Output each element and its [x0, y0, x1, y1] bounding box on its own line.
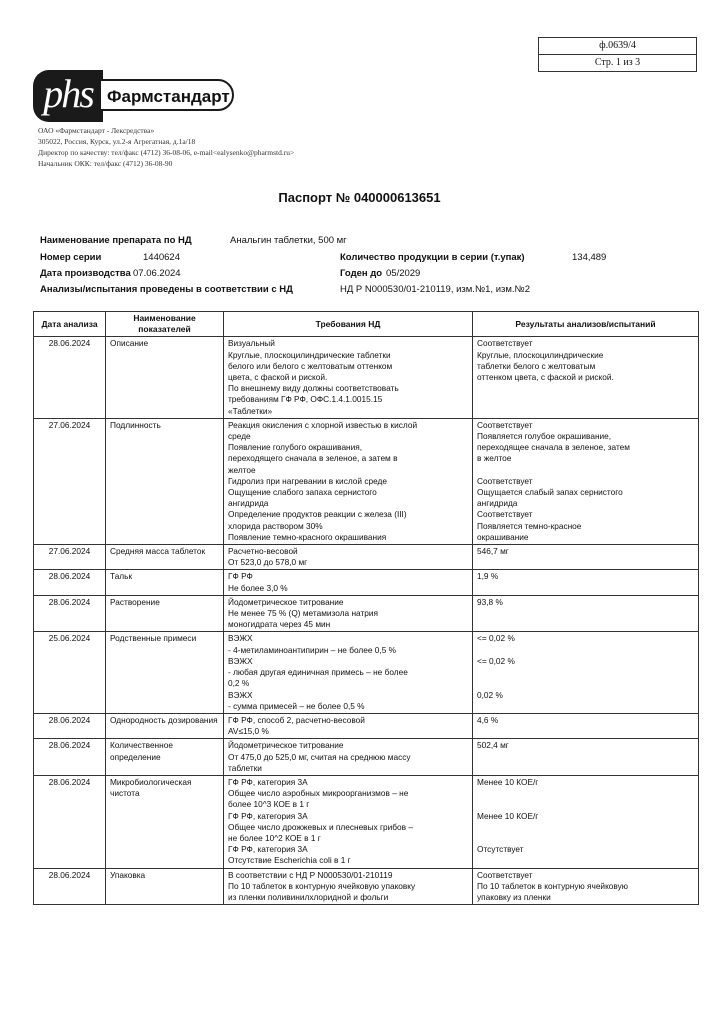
table-row — [34, 739, 699, 776]
result-line: Появляется голубое окрашивание, — [477, 431, 612, 442]
requirement-line: Не менее 75 % (Q) метамизола натрия — [228, 608, 379, 619]
tests-label: Анализы/испытания проведены в соответствии с НД — [40, 284, 293, 295]
cell-requirements — [224, 418, 473, 544]
requirement-line: - сумма примесей – не более 0,5 % — [228, 700, 365, 711]
result-line: Ощущается слабый запах сернистого — [477, 487, 623, 498]
cell-date: 28.06.2024 — [34, 595, 106, 632]
requirement-line: ГФ РФ, категория 3А — [228, 810, 308, 821]
table-row — [34, 595, 699, 632]
table-body — [34, 337, 699, 905]
cell-name: Микробиологическая чистота — [106, 775, 224, 868]
cell-results — [473, 713, 699, 738]
header-date: Дата анализа — [34, 312, 106, 337]
requirement-line: таблетки — [228, 762, 262, 773]
requirement-line: - 4-метиламиноантипирин – не более 0,5 % — [228, 644, 397, 655]
result-line — [477, 788, 694, 799]
cell-date: 27.06.2024 — [34, 545, 106, 570]
cell-results — [473, 775, 699, 868]
cell-requirements — [224, 713, 473, 738]
result-line: 0,02 % — [477, 689, 503, 700]
result-line: 93,8 % — [477, 596, 503, 607]
logo-mark: phs — [33, 70, 103, 122]
cell-requirements — [224, 632, 473, 713]
cell-date: 28.06.2024 — [34, 868, 106, 905]
page-number: Стр. 1 из 3 — [539, 54, 696, 71]
result-line: упаковку из пленки — [477, 891, 551, 902]
result-line — [477, 822, 694, 833]
result-line: переходящее сначала в зеленое, затем — [477, 442, 631, 453]
result-line — [477, 799, 694, 810]
cell-name: Описание — [106, 337, 224, 418]
cell-requirements — [224, 570, 473, 595]
requirement-line: По 10 таблеток в контурную ячейковую упаковку — [228, 880, 416, 891]
requirement-line: ГФ РФ, категория 3А — [228, 776, 308, 787]
result-line: Менее 10 КОЕ/г — [477, 776, 539, 787]
requirement-line: Реакция окисления с хлорной известью в кислой — [228, 419, 418, 430]
requirement-line: желтое — [228, 464, 256, 475]
cell-results — [473, 418, 699, 544]
cell-date: 25.06.2024 — [34, 632, 106, 713]
requirement-line: От 475,0 до 525,0 мг, считая на среднюю массу — [228, 751, 411, 762]
result-line: Круглые, плоскоцилиндрические — [477, 349, 604, 360]
requirement-line: ГФ РФ, способ 2, расчетно-весовой — [228, 714, 365, 725]
cell-results — [473, 595, 699, 632]
cell-date: 28.06.2024 — [34, 570, 106, 595]
cell-requirements — [224, 739, 473, 776]
qty-value: 134,489 — [572, 252, 607, 263]
cell-results — [473, 739, 699, 776]
result-line: Соответствует — [477, 869, 533, 880]
requirement-line: ГФ РФ, категория 3А — [228, 844, 308, 855]
requirement-line: В соответствии с НД Р N000530/01-210119 — [228, 869, 393, 880]
requirement-line: От 523,0 до 578,0 мг — [228, 557, 308, 568]
requirement-line: ГФ РФ — [228, 571, 253, 582]
result-line: окрашивание — [477, 531, 529, 542]
cell-results — [473, 545, 699, 570]
cell-date: 28.06.2024 — [34, 337, 106, 418]
requirement-line: среде — [228, 431, 251, 442]
drug-value: Анальгин таблетки, 500 мг — [230, 235, 347, 246]
result-line: Соответствует — [477, 475, 533, 486]
cell-name: Растворение — [106, 595, 224, 632]
requirement-line: «Таблетки» — [228, 405, 273, 416]
table-row — [34, 868, 699, 905]
result-line: 546,7 мг — [477, 546, 509, 557]
expiry-value: 05/2029 — [386, 268, 421, 279]
result-line: ангидрида — [477, 498, 518, 509]
cell-results — [473, 337, 699, 418]
logo-name: Фармстандарт — [99, 79, 234, 111]
form-code: ф.0639/4 — [599, 40, 636, 51]
date-value: 07.06.2024 — [133, 268, 181, 279]
result-line: таблетки белого с желтоватым — [477, 360, 596, 371]
requirement-line: Ощущение слабого запаха сернистого — [228, 487, 377, 498]
cell-name: Однородность дозирования — [106, 713, 224, 738]
result-line: <= 0,02 % — [477, 633, 515, 644]
drug-label: Наименование препарата по НД — [40, 235, 192, 246]
cell-name: Упаковка — [106, 868, 224, 905]
requirement-line: Определение продуктов реакции с железа (III) — [228, 509, 407, 520]
requirement-line: моногидрата через 45 мин — [228, 619, 331, 630]
result-line: оттенком цвета, с фаской и риской. — [477, 372, 614, 383]
result-line: Соответствует — [477, 338, 533, 349]
requirement-line: Общее число дрожжевых и плесневых грибов – — [228, 821, 413, 832]
expiry-label: Годен до — [340, 268, 383, 279]
table-row — [34, 337, 699, 418]
result-line: Отсутствует — [477, 844, 524, 855]
cell-name: Подлинность — [106, 418, 224, 544]
requirement-line: Не более 3,0 % — [228, 582, 288, 593]
series-label: Номер серии — [40, 252, 102, 263]
date-label: Дата производства — [40, 268, 131, 279]
header-requirements: Требования НД — [224, 312, 473, 337]
cell-name: Средняя масса таблеток — [106, 545, 224, 570]
form-code-box — [538, 37, 697, 72]
requirement-line: Появление голубого окрашивания, — [228, 442, 363, 453]
analysis-table — [33, 311, 699, 905]
cell-requirements — [224, 595, 473, 632]
page-title: Паспорт № 040000613651 — [278, 190, 441, 205]
company-line: 305022, Россия, Курск, ул.2-я Агрегатная, д.1а/18 — [38, 137, 196, 146]
cell-name: Тальк — [106, 570, 224, 595]
result-line — [477, 701, 694, 712]
requirement-line: Визуальный — [228, 338, 275, 349]
result-line: <= 0,02 % — [477, 655, 515, 666]
cell-date: 27.06.2024 — [34, 418, 106, 544]
result-line: 502,4 мг — [477, 740, 509, 751]
requirement-line: ВЭЖХ — [228, 633, 253, 644]
cell-name: Количественное определение — [106, 739, 224, 776]
requirement-line: ангидрида — [228, 498, 269, 509]
cell-date: 28.06.2024 — [34, 775, 106, 868]
company-line: Директор по качеству: тел/факс (4712) 36-08-06, e-mail<ealysenko@pharmstd.ru> — [38, 148, 295, 157]
requirement-line: из пленки поливинилхлоридной и фольги — [228, 891, 389, 902]
table-header-row — [34, 312, 699, 337]
cell-results — [473, 868, 699, 905]
requirement-line: Йодометрическое титрование — [228, 740, 344, 751]
result-line — [477, 645, 694, 656]
requirement-line: требованиям ГФ РФ, ОФС.1.4.1.0015.15 — [228, 394, 383, 405]
requirement-line: - любая другая единичная примесь – не более — [228, 667, 408, 678]
cell-results — [473, 570, 699, 595]
company-details — [38, 125, 294, 169]
company-line: ОАО «Фармстандарт - Лексредства» — [38, 126, 155, 135]
requirement-line: По внешнему виду должны соответствовать — [228, 383, 399, 394]
requirement-line: не более 10^2 КОЕ в 1 г — [228, 832, 321, 843]
qty-label: Количество продукции в серии (т.упак) — [340, 252, 525, 263]
result-line: в желтое — [477, 453, 512, 464]
requirement-line: Отсутствие Escherichia coli в 1 г — [228, 855, 351, 866]
requirement-line: более 10^3 КОЕ в 1 г — [228, 799, 310, 810]
series-value: 1440624 — [143, 252, 180, 263]
requirement-line: хлорида раствором 30% — [228, 520, 323, 531]
table-row — [34, 775, 699, 868]
requirement-line: ВЭЖХ — [228, 689, 253, 700]
requirement-line: AV≤15,0 % — [228, 726, 269, 737]
cell-date: 28.06.2024 — [34, 739, 106, 776]
table-row — [34, 418, 699, 544]
result-line — [477, 855, 694, 866]
result-line: Появляется темно-красное — [477, 520, 582, 531]
requirement-line: цвета, с фаской и риской. — [228, 372, 328, 383]
tests-value: НД Р N000530/01-210119, изм.№1, изм.№2 — [340, 284, 531, 295]
requirement-line: Общее число аэробных микроорганизмов – не — [228, 788, 409, 799]
cell-results — [473, 632, 699, 713]
result-line: Соответствует — [477, 509, 533, 520]
result-line — [477, 465, 694, 476]
result-line: По 10 таблеток в контурную ячейковую — [477, 880, 629, 891]
header-results: Результаты анализов/испытаний — [473, 312, 699, 337]
table-row — [34, 713, 699, 738]
requirement-line: Круглые, плоскоцилиндрические таблетки — [228, 349, 391, 360]
result-line: 1,9 % — [477, 571, 499, 582]
requirement-line: Расчетно-весовой — [228, 546, 298, 557]
result-line — [477, 678, 694, 689]
requirement-line: Гидролиз при нагревании в кислой среде — [228, 475, 387, 486]
cell-requirements — [224, 775, 473, 868]
requirement-line: Йодометрическое титрование — [228, 596, 344, 607]
table-row — [34, 545, 699, 570]
header-name: Наименование показателей — [106, 312, 224, 337]
requirement-line: переходящего сначала в зеленое, а затем в — [228, 453, 398, 464]
result-line — [477, 833, 694, 844]
company-logo — [33, 70, 238, 122]
result-line: Соответствует — [477, 419, 533, 430]
requirement-line: белого или белого с желтоватым оттенком — [228, 360, 393, 371]
cell-requirements — [224, 868, 473, 905]
company-line: Начальник ОКК: тел/факс (4712) 36-08-90 — [38, 159, 173, 168]
requirement-line: ВЭЖХ — [228, 655, 253, 666]
table-row — [34, 570, 699, 595]
result-line: Менее 10 КОЕ/г — [477, 810, 539, 821]
requirement-line: 0,2 % — [228, 678, 250, 689]
result-line: 4,6 % — [477, 714, 499, 725]
cell-requirements — [224, 337, 473, 418]
table-row — [34, 632, 699, 713]
cell-requirements — [224, 545, 473, 570]
requirement-line: Появление темно-красного окрашивания — [228, 531, 387, 542]
cell-name: Родственные примеси — [106, 632, 224, 713]
cell-date: 28.06.2024 — [34, 713, 106, 738]
result-line — [477, 667, 694, 678]
